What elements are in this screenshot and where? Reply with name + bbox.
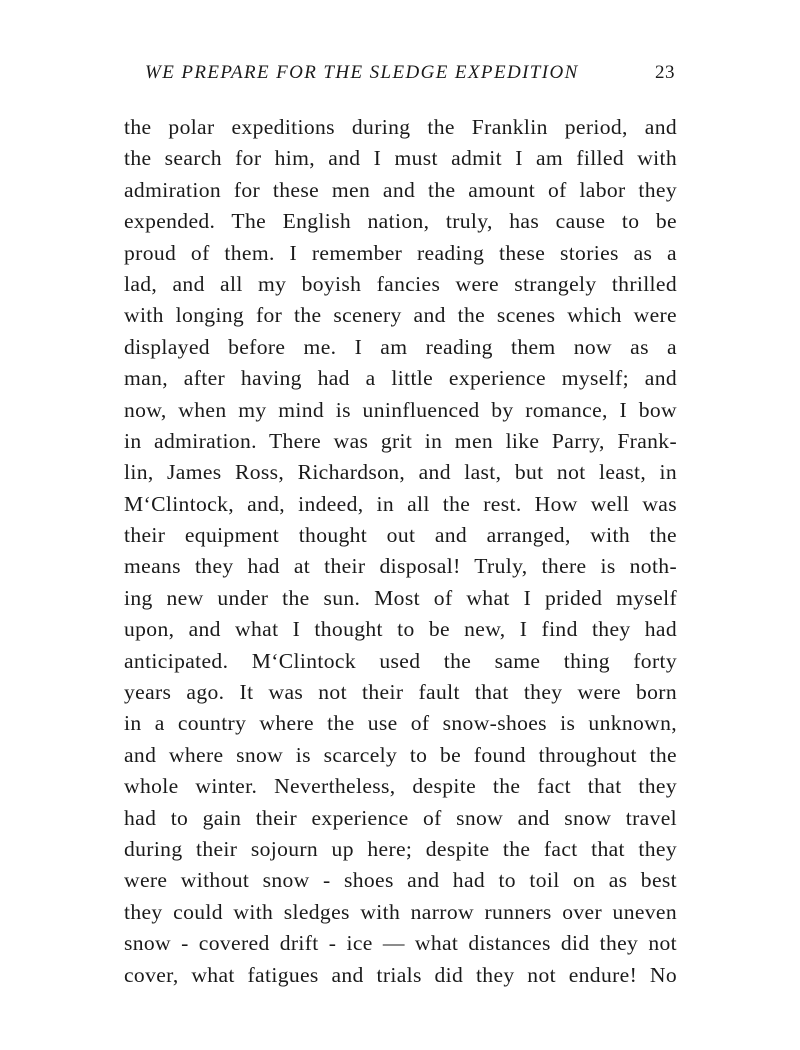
text-line: in admiration. There was grit in men like Parry, Frank- [124,428,677,453]
text-line: proud of them. I remember reading these stories as a [124,240,677,265]
page-number: 23 [655,62,675,83]
text-line: M‘Clintock, and, indeed, in all the rest. How well was [124,491,677,516]
text-line: the search for him, and I must admit I am filled with [124,146,677,171]
running-head [145,62,675,92]
text-line: upon, and what I thought to be new, I find they had [124,617,677,642]
text-line: whole winter. Nevertheless, despite the fact that they [124,774,677,799]
text-line: and where snow is scarcely to be found throughout the [124,742,677,767]
text-line: expended. The English nation, truly, has cause to be [124,209,677,234]
text-line: years ago. It was not their fault that they were born [124,680,677,705]
text-line: means they had at their disposal! Truly, there is noth- [124,554,677,579]
text-line: admiration for these men and the amount of labor they [124,177,677,202]
text-line: lad, and all my boyish fancies were strangely thrilled [124,271,677,296]
text-line: cover, what fatigues and trials did they not endure! No [124,962,677,987]
text-line: ing new under the sun. Most of what I prided myself [124,585,677,610]
text-line: their equipment thought out and arranged, with the [124,523,677,548]
text-line: the polar expeditions during the Franklin period, and [124,115,677,139]
text-line: snow - covered drift - ice — what distances did they not [124,931,677,956]
running-title: WE PREPARE FOR THE SLEDGE EXPEDITION [145,62,579,83]
text-line: man, after having had a little experience myself; and [124,366,677,391]
text-line: anticipated. M‘Clintock used the same thing forty [124,648,677,673]
text-line: displayed before me. I am reading them now as a [124,334,677,359]
text-line: during their sojourn up here; despite the fact that they [124,836,677,861]
text-line: lin, James Ross, Richardson, and last, but not least, in [124,460,677,485]
text-line: were without snow - shoes and had to toil on as best [124,868,677,893]
body-text [124,112,677,991]
text-line: had to gain their experience of snow and snow travel [124,805,677,830]
text-line: with longing for the scenery and the scenes which were [124,303,677,328]
text-line: in a country where the use of snow-shoes is unknown, [124,711,677,736]
text-line: they could with sledges with narrow runners over uneven [124,899,677,924]
text-line: now, when my mind is uninfluenced by romance, I bow [124,397,677,422]
